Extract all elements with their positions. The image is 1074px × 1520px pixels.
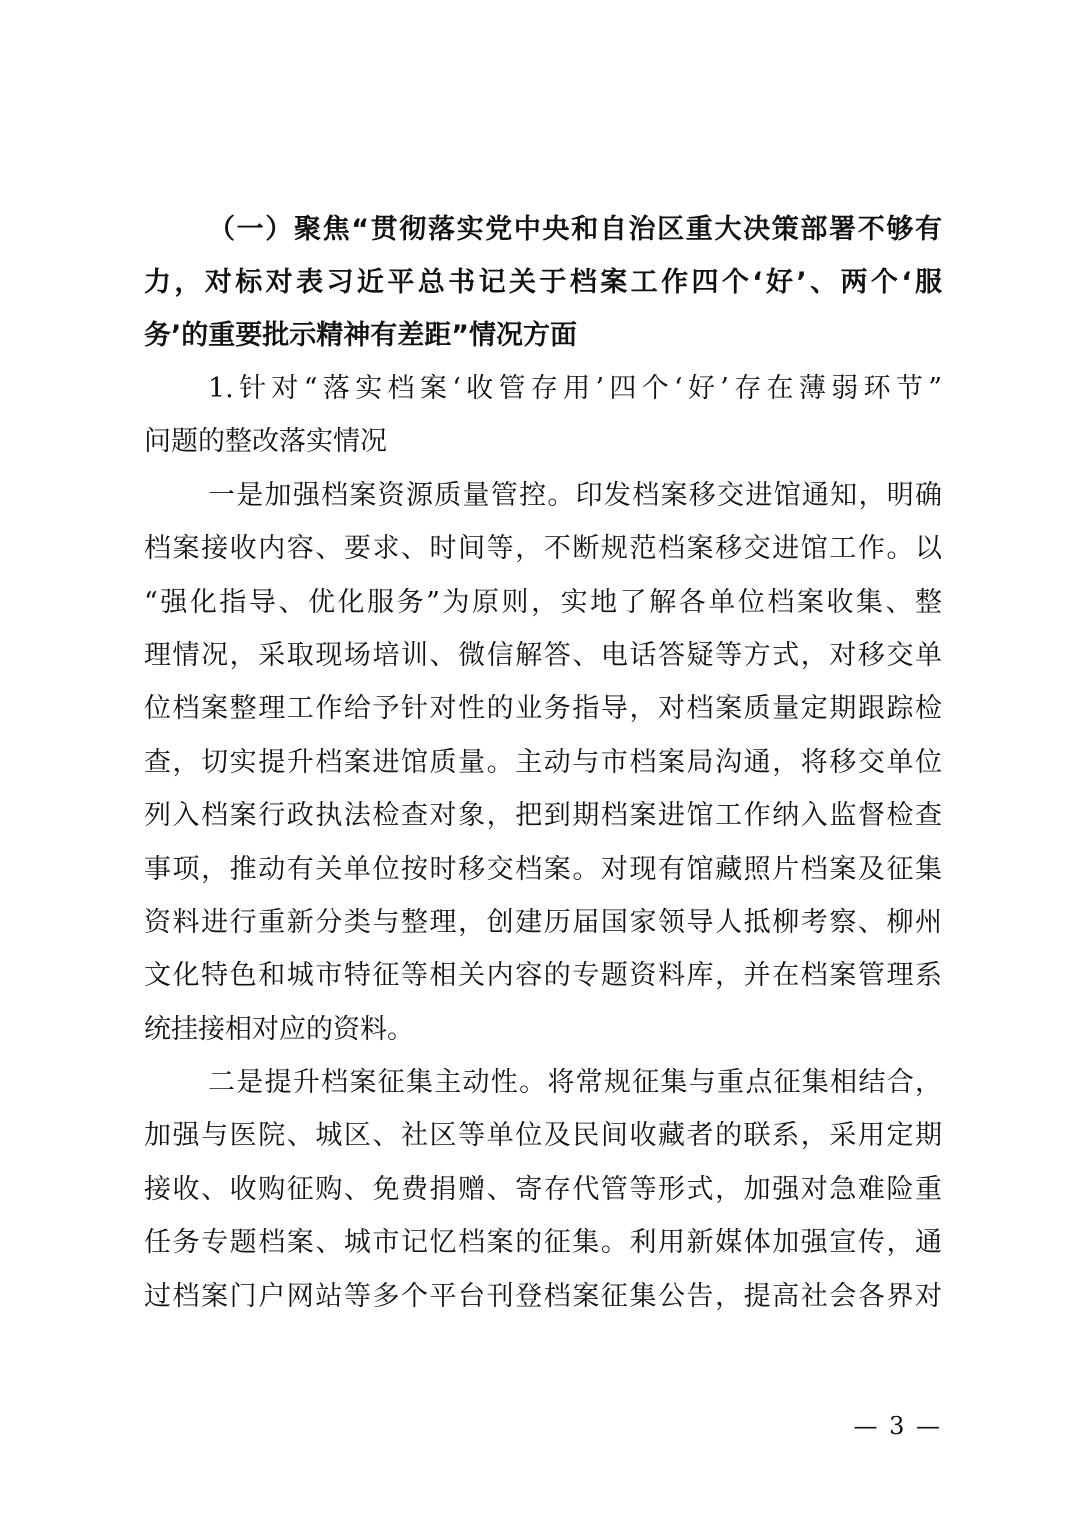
paragraph-resource-quality bbox=[144, 469, 942, 1056]
paragraph-line: 查，切实提升档案进馆质量。主动与市档案局沟通，将移交单位 bbox=[144, 746, 942, 778]
heading-line: 力，对标对表习近平总书记关于档案工作四个‘好’、两个‘服 bbox=[144, 267, 942, 298]
subsection-heading bbox=[144, 362, 942, 469]
paragraph-line: 任务专题档案、城市记忆档案的征集。利用新媒体加强宣传，通 bbox=[144, 1227, 942, 1259]
paragraph-line: 一是加强档案资源质量管控。印发档案移交进馆通知，明确 bbox=[208, 479, 942, 511]
paragraph-line: 二是提升档案征集主动性。将常规征集与重点征集相结合， bbox=[208, 1067, 942, 1099]
paragraph-line: 列入档案行政执法检查对象，把到期档案进馆工作纳入监督检查 bbox=[144, 800, 942, 832]
paragraph-line: 理情况，采取现场培训、微信解答、电话答疑等方式，对移交单 bbox=[144, 639, 942, 671]
paragraph-line: 文化特色和城市特征等相关内容的专题资料库，并在档案管理系 bbox=[144, 960, 942, 992]
subheading-line: 问题的整改落实情况 bbox=[144, 426, 387, 458]
paragraph-line: 资料进行重新分类与整理，创建历届国家领导人抵柳考察、柳州 bbox=[144, 906, 942, 938]
page-number: — 3 — bbox=[853, 1412, 942, 1440]
paragraph-collection-initiative bbox=[144, 1056, 942, 1323]
heading-line: （一）聚焦“贯彻落实党中央和自治区重大决策部署不够有 bbox=[208, 214, 942, 245]
paragraph-line: “强化指导、优化服务”为原则，实地了解各单位档案收集、整 bbox=[144, 586, 942, 618]
subheading-line: 1.针对“落实档案‘收管存用’四个‘好’存在薄弱环节” bbox=[208, 373, 942, 404]
paragraph-line: 统挂接相对应的资料。 bbox=[144, 1013, 414, 1045]
document-body bbox=[144, 203, 942, 1323]
heading-line: 务’的重要批示精神有差距”情况方面 bbox=[144, 320, 578, 351]
paragraph-line: 事项，推动有关单位按时移交档案。对现有馆藏照片档案及征集 bbox=[144, 853, 942, 885]
paragraph-line: 位档案整理工作给予针对性的业务指导，对档案质量定期跟踪检 bbox=[144, 693, 942, 725]
paragraph-line: 档案接收内容、要求、时间等，不断规范档案移交进馆工作。以 bbox=[144, 533, 942, 565]
paragraph-line: 过档案门户网站等多个平台刊登档案征集公告，提高社会各界对 bbox=[144, 1280, 942, 1312]
paragraph-line: 接收、收购征购、免费捐赠、寄存代管等形式，加强对急难险重 bbox=[144, 1173, 942, 1205]
section-heading bbox=[144, 203, 942, 362]
paragraph-line: 加强与医院、城区、社区等单位及民间收藏者的联系，采用定期 bbox=[144, 1120, 942, 1152]
